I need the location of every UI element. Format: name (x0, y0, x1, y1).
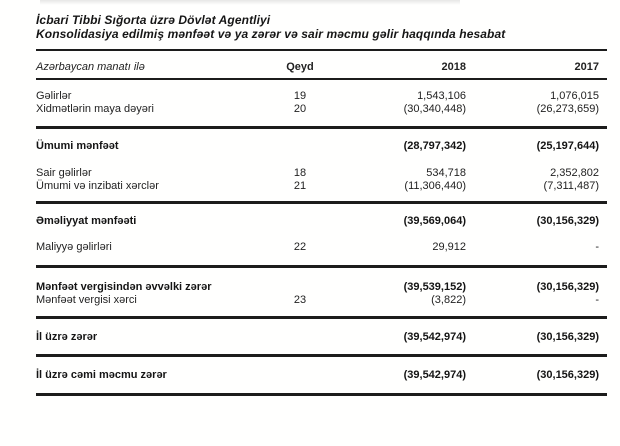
row-note: 22 (293, 241, 307, 253)
table-row-total (36, 331, 607, 344)
table-header-row (36, 61, 607, 74)
row-note: 20 (293, 103, 307, 115)
row-label: Gəlirlər (36, 90, 72, 102)
row-value-2017: - (595, 294, 599, 306)
section-divider (36, 265, 607, 268)
row-value-2018: (39,539,152) (403, 281, 466, 293)
column-header-2017: 2017 (574, 61, 599, 73)
table-row-total (36, 215, 607, 228)
table-row (36, 90, 607, 103)
row-note: 23 (293, 294, 307, 306)
bottom-divider (36, 393, 607, 396)
section-divider (36, 201, 607, 204)
row-label: Maliyyə gəlirləri (36, 241, 112, 253)
row-label: Ümumi mənfəət (36, 140, 119, 152)
table-row-total (36, 281, 607, 294)
row-value-2017: (25,197,644) (536, 140, 599, 152)
column-header-2018: 2018 (441, 61, 466, 73)
table-row (36, 180, 607, 193)
title-divider (36, 49, 607, 51)
row-value-2018: (3,822) (431, 294, 466, 306)
row-note (264, 140, 336, 153)
row-note: 19 (293, 90, 307, 102)
row-value-2017: (26,273,659) (536, 103, 599, 115)
row-value-2018: (39,569,064) (403, 215, 466, 227)
document-title: İcbari Tibbi Sığorta üzrə Dövlət Agentliyi (36, 13, 271, 27)
row-value-2018: (28,797,342) (403, 140, 466, 152)
row-value-2017: (30,156,329) (536, 331, 599, 343)
row-group-pretax (36, 281, 607, 307)
row-note: 21 (293, 180, 307, 192)
table-row-total (36, 140, 607, 153)
column-header-currency: Azərbaycan manatı ilə (36, 61, 145, 73)
row-note (264, 281, 336, 294)
section-divider (36, 316, 607, 319)
row-value-2017: - (595, 241, 599, 253)
table-row (36, 294, 607, 307)
row-label: Sair gəlirlər (36, 167, 92, 179)
row-value-2017: (7,311,487) (543, 180, 599, 192)
document-subtitle: Konsolidasiya edilmiş mənfəət və ya zərər və sair məcmu gəlir haqqında hesabat (36, 27, 506, 41)
row-note (264, 331, 336, 344)
table-row-total (36, 369, 607, 382)
section-divider (36, 354, 607, 357)
row-group-other-income (36, 167, 607, 193)
row-note (264, 369, 336, 382)
table-row (36, 241, 607, 254)
row-value-2017: (30,156,329) (536, 369, 599, 381)
section-divider (36, 126, 607, 129)
table-row (36, 103, 607, 116)
header-divider (36, 78, 607, 80)
row-value-2018: 29,912 (432, 241, 466, 253)
row-label: Mənfəət vergisindən əvvəlki zərər (36, 281, 212, 293)
row-note (264, 215, 336, 228)
row-label: İl üzrə zərər (36, 331, 98, 343)
row-group-revenue (36, 90, 607, 116)
row-value-2018: 1,543,106 (417, 90, 466, 102)
row-label: Əməliyyat mənfəəti (36, 215, 137, 227)
column-header-note: Qeyd (286, 61, 314, 73)
row-label: Xidmətlərin maya dəyəri (36, 103, 154, 115)
row-label: Mənfəət vergisi xərci (36, 294, 137, 306)
row-value-2018: (11,306,440) (404, 180, 466, 192)
row-value-2017: (30,156,329) (536, 215, 599, 227)
row-value-2018: (39,542,974) (403, 331, 466, 343)
row-note: 18 (293, 167, 307, 179)
row-value-2018: 534,718 (426, 167, 466, 179)
row-value-2017: (30,156,329) (536, 281, 599, 293)
row-label: Ümumi və inzibati xərclər (36, 180, 159, 192)
table-row (36, 167, 607, 180)
row-label: İl üzrə cəmi məcmu zərər (36, 369, 167, 381)
row-value-2018: (30,340,448) (403, 103, 466, 115)
row-value-2018: (39,542,974) (403, 369, 466, 381)
row-value-2017: 1,076,015 (550, 90, 599, 102)
row-value-2017: 2,352,802 (550, 167, 599, 179)
